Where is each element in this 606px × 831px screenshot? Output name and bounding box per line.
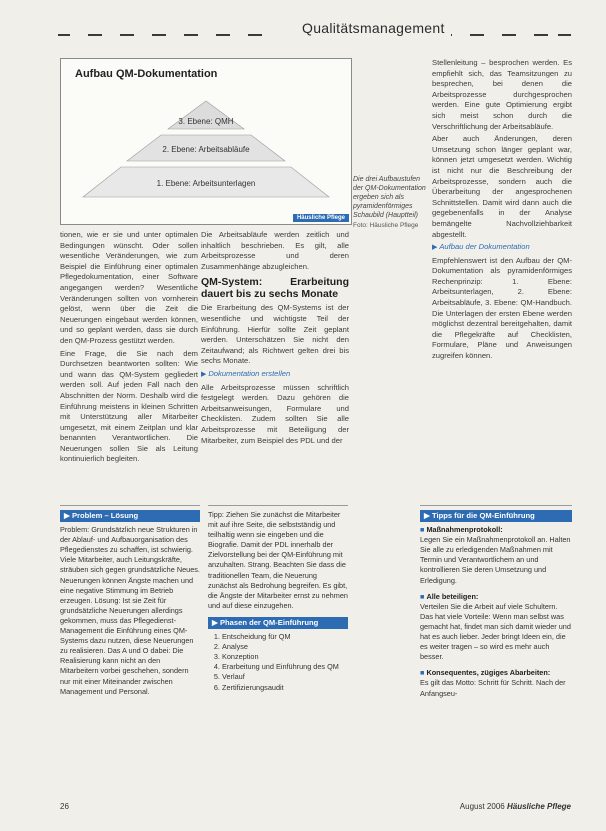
pyramid-level-2-label: 2. Ebene: Arbeitsabläufe	[162, 145, 250, 154]
paragraph: tionen, wie er sie und unter optimalen Bedingungen wünscht. Oder sollen wesentliche Veränderungen, wie zum Beispiel die Einführung einer optimalen Pflegedokumentation, einer Software angegangen werden? Wesentliche Veränderungen sollten von vornherein gelöst, wenn über die Zeit die Neuerungen eingebaut werden können, und so geplant werden, dass sie durch den QM-Prozess gestützt werden.	[60, 230, 198, 345]
paragraph: Eine Frage, die Sie nach dem Durchsetzen beantworten sollten: Wie und wann das QM-System gegliedert werden soll. Auf jeden Fall nach den Abschnitten der Norm. Deshalb wird die Einführung meistens in kleinen Schritten mit Unterstützung aller Mitarbeiter umgesetzt, mit einem Zeitplan und klar benannten Verantwortlichen. Die Neuerungen sollen Sie als Leitung kontinuierlich begleiten.	[60, 348, 198, 464]
bullet-icon: ▶	[432, 244, 440, 252]
paragraph: Stellenleitung – besprochen werden. Es empfiehlt sich, das Teamsitzungen zu besprechen, bei denen die Arbeitsprozesse durchgesprochen werden. Eine gute Optimierung ergibt sich meist schon durch die Verschriftlichung der Arbeitsabläufe.	[432, 58, 572, 131]
box-divider	[420, 505, 572, 506]
figure-title: Aufbau QM-Dokumentation	[75, 68, 218, 80]
tip-text: Legen Sie ein Maßnahmenprotokoll an. Halten Sie alle zu erledigenden Maßnahmen mit Termin und Verantwortlichem an und kontrollieren Sie deren Umsetzung und Erledigung.	[420, 535, 571, 585]
text-column-1	[60, 230, 198, 495]
list-item: 1. Entscheidung für QM	[222, 632, 348, 642]
list-item: 4. Erarbeitung und Einführung des QM	[222, 662, 348, 672]
header-rule	[248, 34, 262, 36]
box-heading: Phasen der QM-Einführung	[219, 617, 319, 627]
text-column-3	[432, 58, 572, 495]
tip-title: Alle beteiligen:	[426, 591, 479, 601]
paragraph: Alle Arbeitsprozesse müssen schriftlich festgelegt werden. Dazu gehören die Arbeitsanweisungen, Formulare und Checklisten. Zudem sollten Sie alle Arbeitsprozesse mit Beteiligung der Mitarbeiter, zum Beispiel des PDL und der	[201, 382, 349, 445]
page-header	[58, 20, 571, 40]
paragraph: Empfehlenswert ist den Aufbau der QM-Dokumentation als pyramidenförmiges Rechenprinzip: 1. Ebene: Arbeitsunterlagen, 2. Ebene: Arbeitsabläufe, 3. Ebene: QM-Handbuch. Die Unterlagen der ersten Ebene werden möglichst dezentral bereitgehalten, damit die Pflegekräfte auf Checklisten, Formulare, Pläne und Anweisungen zugreifen können.	[432, 255, 572, 361]
tips-box	[420, 510, 572, 790]
paragraph: Aber auch Änderungen, deren Umsetzung schon länger geplant war, können jetzt umgesetzt werden. Wichtig ist nicht nur die Beschreibung der Arbeitsprozesse, sondern auch die Überarbeitung der angesprochenen Schnittstellen. Damit wird dann auch die gegebenenfalls in der Analyse bemängelte Nachvollziehbarkeit abgestellt.	[432, 134, 572, 239]
pyramid-graphic	[61, 59, 351, 224]
list-item: 5. Verlauf	[222, 672, 348, 682]
page-number: 26	[60, 802, 69, 811]
header-rule	[470, 34, 484, 36]
box-arrow-icon: ▶	[424, 511, 432, 520]
qm-pyramid-figure	[60, 58, 352, 225]
box-arrow-icon: ▶	[64, 511, 72, 520]
box-divider	[208, 505, 348, 506]
text-column-2	[201, 230, 349, 495]
tip-text: Es gilt das Motto: Schritt für Schritt. Nach der Anfangseu-	[420, 678, 566, 698]
header-rule	[184, 34, 198, 36]
phases-list	[208, 632, 348, 693]
tip-title: Maßnahmenprotokoll:	[426, 525, 503, 535]
tip-text: Verteilen Sie die Arbeit auf viele Schultern. Das hat viele Vorteile: Wenn man selbst was gemacht hat, findet man sich damit wieder und hat es auch lieber. Jeder bringt Ideen ein, die es weiter tragen – so wird es mehr auch besser.	[420, 601, 571, 662]
header-rule	[216, 34, 230, 36]
figure-credit: Foto: Häusliche Pflege	[353, 222, 419, 229]
box-arrow-icon: ▶	[212, 617, 220, 627]
footer-issue	[460, 802, 571, 811]
figure-caption: Die drei Aufbaustufen der QM-Dokumentation ergeben sich als pyramidenförmiges Schaubild (Hauptteil)	[353, 176, 426, 219]
section-title: Qualitätsmanagement	[296, 20, 451, 36]
box-heading: Tipps für die QM-Einführung	[431, 511, 535, 520]
box-heading: Problem – Lösung	[71, 511, 139, 520]
section-heading: QM-System: Erarbeitung dauert bis zu sechs Monate	[201, 276, 349, 301]
magazine-name: Häusliche Pflege	[506, 802, 571, 811]
list-item: 2. Analyse	[222, 642, 348, 652]
problem-solution-box	[60, 510, 200, 790]
figure-badge: Häusliche Pflege	[293, 214, 349, 222]
bullet-dot-icon: ■	[420, 668, 427, 678]
tip-bullet	[420, 592, 572, 663]
header-rule	[558, 34, 571, 36]
paragraph: Die Erarbeitung des QM-Systems ist der wesentliche und wichtigste Teil der Einführung. Hierfür sollte Zeit geplant werden. Unterschätzen Sie nicht den Zeitaufwand; als Richtwert gelten drei bis sechs Monate.	[201, 303, 349, 366]
header-rule	[120, 34, 134, 36]
pyramid-level-1-label: 1. Ebene: Arbeitsunterlagen	[156, 179, 256, 188]
tip-phases-box	[208, 510, 348, 790]
header-rule	[152, 34, 166, 36]
tip-text: Tipp: Ziehen Sie zunächst die Mitarbeiter mit auf ihre Seite, die selbstständig und teilhaltig wenn sie eingeben und die Biografie. Damit der PDL innerhalb der Zielvorstellung bei der QM-Einführung mit anzuhalten. Strang. Beachten Sie dass die traditionellen Team, die Neuerung zunächst als Bedrohung begreifen. Es gibt, die Ängste der Mitarbeiter ernst zu nehmen und auf diese einzugehen.	[208, 510, 348, 610]
tip-bullet	[420, 668, 572, 698]
list-item: 3. Konzeption	[222, 652, 348, 662]
paragraph: Die Arbeitsabläufe werden zeitlich und inhaltlich beschrieben. Es gilt, alle Arbeitsprozesse und deren Zusammenhänge abzugleichen.	[201, 230, 349, 271]
header-rule	[534, 34, 548, 36]
bullet-dot-icon: ■	[420, 591, 427, 601]
subheading: Dokumentation erstellen	[208, 368, 291, 378]
issue-date: August 2006	[459, 802, 505, 811]
box-text: Problem: Grundsätzlich neue Strukturen in der Ablauf- und Aufbauorganisation des Pflegedienstes zu schaffen, ist schwierig. Viele Mitarbeiter, auch Leitungskräfte, sträuben sich gegen grundsätzliche Neues. Neuerungen können Ängste machen und eine negative Stimmung im Betrieb erzeugen. Lösung: Ist sie Zeit für grundsätzliche Neuerungen allerdings gekommen, muss das Pflegedienst-Management die Einführung eines QM-Systems dazu nutzen, diese Neuerungen zu realisieren. Das A und O dabei: Die Realisierung kann nicht an den Mitarbeitern vorbei geschehen, sondern nur mit einer Miteinander zwischen Management und Personal.	[60, 525, 200, 696]
subheading: Aufbau der Dokumentation	[439, 242, 530, 252]
header-rule	[88, 34, 102, 36]
header-rule	[58, 34, 70, 36]
box-divider	[60, 505, 200, 506]
tip-bullet	[420, 525, 572, 586]
bullet-dot-icon: ■	[420, 525, 427, 535]
bullet-icon: ▶	[201, 370, 209, 378]
header-rule	[502, 34, 516, 36]
list-item: 6. Zertifizierungsaudit	[222, 683, 348, 693]
pyramid-level-3-label: 3. Ebene: QMH	[178, 117, 234, 126]
tip-title: Konsequentes, zügiges Abarbeiten:	[426, 668, 551, 678]
